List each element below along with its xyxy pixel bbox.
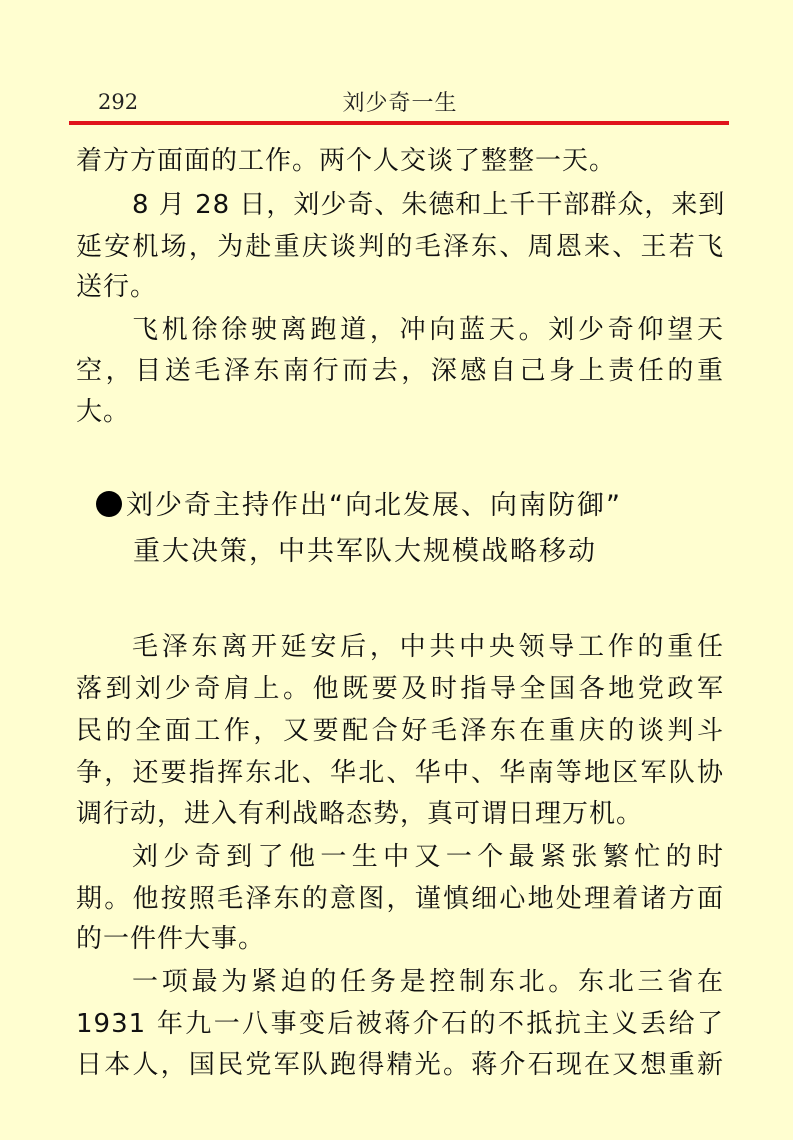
- text-line: 刘少奇到了他一生中又一个最紧张繁忙的时: [132, 842, 724, 872]
- text-line: 毛泽东离开延安后，中共中央领导工作的重任: [132, 632, 724, 662]
- text-line: 8 月 28 日，刘少奇、朱德和上千干部群众，来到: [132, 190, 726, 220]
- text-line: 大。: [76, 397, 131, 427]
- section-heading-line-1: [96, 489, 793, 523]
- text-line: 空，目送毛泽东南行而去，深感自己身上责任的重: [76, 356, 724, 386]
- text-line: 调行动，进入有利战略态势，真可谓日理万机。: [76, 799, 644, 829]
- text-line: 一项最为紧迫的任务是控制东北。东北三省在: [132, 967, 724, 997]
- text-line: 民的全面工作，又要配合好毛泽东在重庆的谈判斗: [76, 716, 724, 746]
- page-number: 292: [98, 90, 139, 114]
- text-line: 延安机场，为赴重庆谈判的毛泽东、周恩来、王若飞: [76, 232, 724, 262]
- text-line: 的一件件大事。: [76, 924, 266, 954]
- header-rule: [69, 121, 729, 125]
- section-heading-line-2: 重大决策，中共军队大规模战略移动: [133, 536, 597, 567]
- text-line: 日本人，国民党军队跑得精光。蒋介石现在又想重新: [76, 1050, 724, 1080]
- text-line: 1931 年九一八事变后被蒋介石的不抵抗主义丢给了: [76, 1009, 724, 1039]
- page-header: [72, 84, 728, 120]
- section-heading-text-1: 刘少奇主持作出“向北发展、向南防御”: [126, 490, 622, 521]
- text-line: 争，还要指挥东北、华北、华中、华南等地区军队协: [76, 758, 724, 788]
- text-line: 落到刘少奇肩上。他既要及时指导全国各地党政军: [76, 674, 724, 704]
- running-title: 刘少奇一生: [342, 91, 458, 116]
- text-line: 送行。: [76, 272, 158, 302]
- text-line: 飞机徐徐驶离跑道，冲向蓝天。刘少奇仰望天: [132, 315, 724, 345]
- text-line: 着方方面面的工作。两个人交谈了整整一天。: [76, 146, 617, 176]
- bullet-icon: [96, 491, 122, 517]
- text-line: 期。他按照毛泽东的意图，谨慎细心地处理着诸方面: [76, 884, 724, 914]
